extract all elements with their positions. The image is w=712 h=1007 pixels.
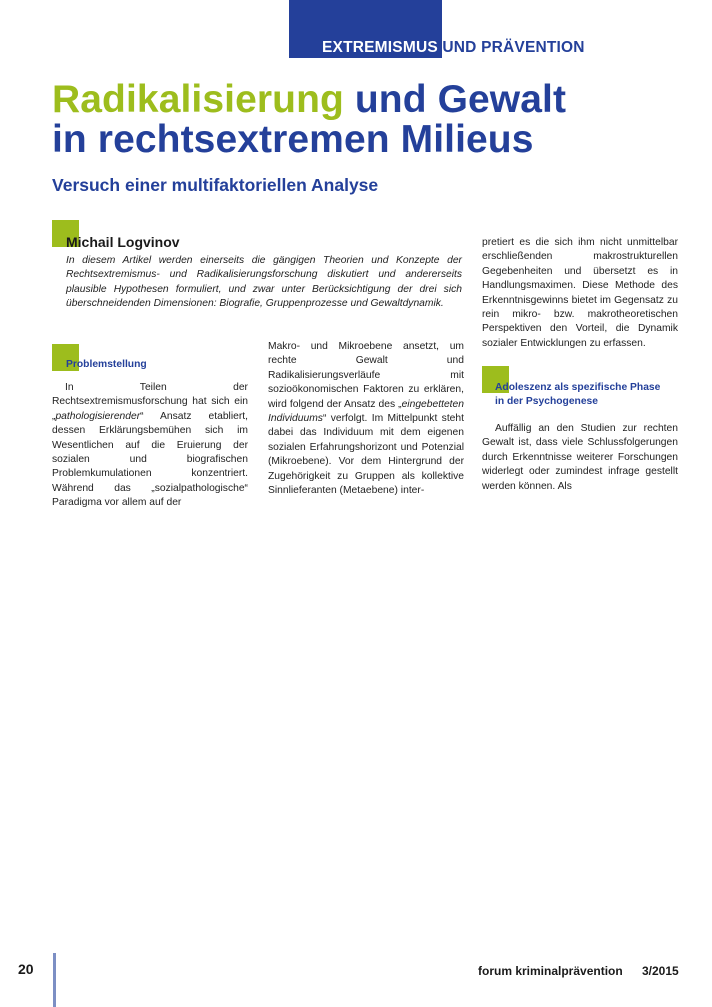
rubric-part2: UND PRÄVENTION xyxy=(437,39,585,56)
text-column-3-section xyxy=(482,381,678,494)
italic-term: eingebetteten Individuums xyxy=(268,398,464,425)
body-paragraph xyxy=(52,381,248,511)
magazine-name: forum kriminalprävention xyxy=(478,964,623,978)
footer-divider xyxy=(53,953,56,1007)
heading-line: Adoleszenz als spezifische Phase xyxy=(495,382,661,393)
text-run: Makro- und Mikroebene ansetzt, um rechte Gewalt und Radikalisierungsverläufe mit sozioökonomischen Faktoren zu erklären, wird folgend der Ansatz des „ xyxy=(268,341,464,410)
text-run: In Teilen der Rechtsextremismusforschung hat sich ein „ xyxy=(52,382,248,422)
rubric-part1: EXTREMISMUS xyxy=(322,39,438,56)
title-line2: in rechtsextremen Milieus xyxy=(52,118,534,161)
body-paragraph: pretiert es die sich ihm nicht unmittelbar erschließenden makrostrukturellen Gegebenheiten und übersetzt es in Handlungsmaximen. Diese Methode des Erkenntnisgewinns bietet im Gegensatz zu rein mikro- bzw. makrotheoretischen Perspektiven den Vorteil, die Dynamik sozialer Entwicklungen zu erfassen. xyxy=(482,237,678,349)
author-name: Michail Logvinov xyxy=(66,234,180,250)
article-title xyxy=(52,80,566,160)
title-highlight: Radikalisierung xyxy=(52,78,344,121)
text-column-2 xyxy=(268,340,464,498)
heading-line: in der Psychogenese xyxy=(495,396,599,407)
body-paragraph xyxy=(268,340,464,498)
title-rest: und Gewalt xyxy=(343,78,567,121)
italic-term: pathologisierender xyxy=(55,410,141,422)
text-run: “ verfolgt. Im Mittelpunkt steht dabei das Individuum mit dem eigenen sozialen Erfahrungshorizont und Potenzial (Mikroebene). Vor dem Hintergrund der Zugehörigkeit zu Gruppen als kollektive Sinnlieferanten (Metaebene) inter- xyxy=(268,413,464,497)
article-abstract: In diesem Artikel werden einerseits die gängigen Theorien und Konzepte der Rechtsextremismus- und Radikalisierungsforschung diskutiert und andererseits plausible Hypothesen formuliert, und zwar unter Berücksichtigung der drei sich überschneidenden Dimensionen: Biografie, Gruppenprozesse und Gewaltdynamik. xyxy=(66,255,462,310)
text-column-3 xyxy=(482,236,678,351)
section-heading-adoleszenz xyxy=(482,381,678,409)
section-rubric xyxy=(322,39,585,57)
issue-number: 3/2015 xyxy=(642,964,679,978)
page-number: 20 xyxy=(18,961,34,977)
section-heading-problemstellung: Problemstellung xyxy=(66,359,147,370)
text-run: “ Ansatz etabliert, dessen Erklärungsbemühen sich im Wesentlichen auf die Eruierung der sozialen und biografischen Problemkumulationen konzentriert. Während das „sozialpathologische“ Paradigma vor allem auf der xyxy=(52,410,248,509)
body-paragraph: Auffällig an den Studien zur rechten Gewalt ist, dass viele Schlussfolgerungen durch Erkenntnisse weiterer Forschungen widerlegt oder zumindest infrage gestellt werden können. Als xyxy=(482,423,678,492)
article-subtitle: Versuch einer multifaktoriellen Analyse xyxy=(52,175,379,195)
text-column-1 xyxy=(52,358,248,511)
